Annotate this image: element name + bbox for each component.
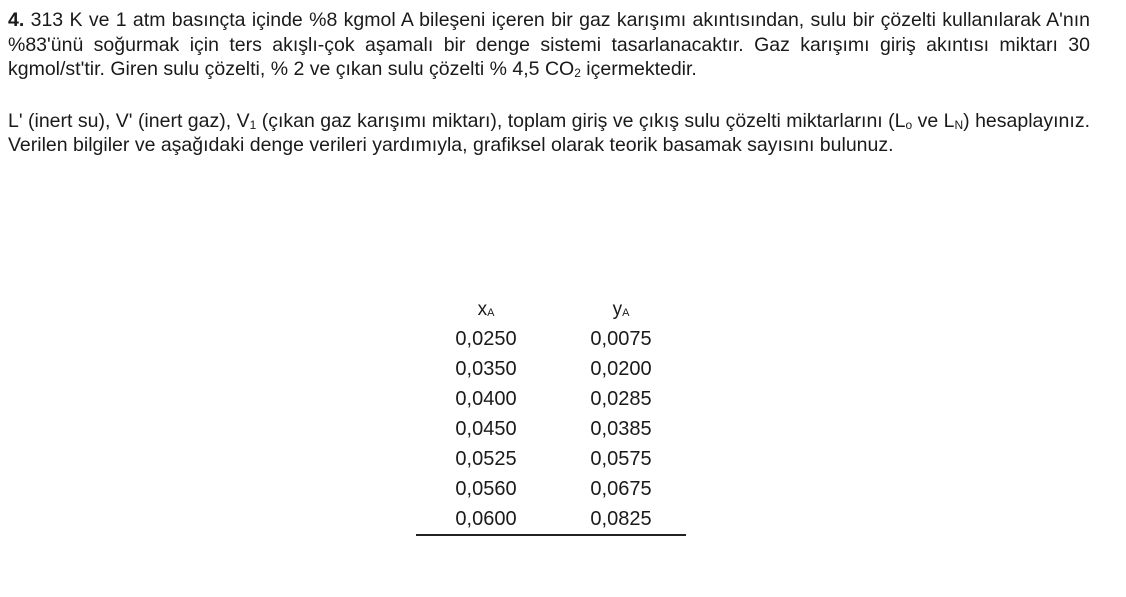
cell-xa: 0,0560 bbox=[455, 478, 517, 500]
cell-xa: 0,0600 bbox=[416, 504, 556, 535]
column-header-ya: $y_A$ bbox=[612, 299, 630, 320]
table-row bbox=[416, 324, 686, 354]
table-row bbox=[416, 414, 686, 444]
table-row bbox=[416, 504, 686, 535]
cell-xa: 0,0250 bbox=[455, 328, 517, 350]
cell-ya: 0,0200 bbox=[590, 358, 652, 380]
cell-xa: 0,0400 bbox=[455, 388, 517, 410]
cell-ya: 0,0285 bbox=[590, 388, 652, 410]
column-header-xa: $x_A$ bbox=[477, 299, 495, 320]
table-row bbox=[416, 354, 686, 384]
cell-xa: 0,0450 bbox=[455, 418, 517, 440]
cell-ya: 0,0825 bbox=[556, 504, 686, 535]
co2-subscript: 2 bbox=[574, 66, 581, 80]
task-text-4: ) hesaplayınız. Verilen bilgiler ve aşağıdaki denge verileri yardımıyla, grafiksel olarak teorik basamak sayısını bulunuz. bbox=[8, 109, 1090, 156]
problem-text-main: 313 K ve 1 atm basınçta içinde %8 kgmol A bileşeni içeren bir gaz karışımı akıntısından, sulu bir çözelti kullanılarak A'nın %83'ünü soğurmak için ters akışlı-çok aşamalı bir denge sistemi tasarlanacaktır. Gaz karışımı giriş akıntısı miktarı 30 kgmol/st'tir. Giren sulu çözelti, % 2 ve çıkan sulu çözelti % 4,5 CO bbox=[8, 9, 1090, 80]
document-body bbox=[8, 8, 1090, 158]
problem-statement-paragraph bbox=[8, 8, 1090, 82]
cell-ya: 0,0675 bbox=[590, 478, 652, 500]
table-header-row bbox=[416, 296, 686, 324]
equilibrium-data-table bbox=[416, 296, 686, 536]
table-row bbox=[416, 474, 686, 504]
problem-text-end: içermektedir. bbox=[580, 58, 697, 80]
cell-xa: 0,0350 bbox=[455, 358, 517, 380]
cell-xa: 0,0525 bbox=[455, 448, 517, 470]
cell-ya: 0,0385 bbox=[590, 418, 652, 440]
ln-subscript: N bbox=[954, 117, 964, 132]
table-row bbox=[416, 384, 686, 414]
task-text-1: L' (inert su), V' (inert gaz), V bbox=[8, 109, 250, 132]
equilibrium-data-table-wrapper bbox=[416, 296, 686, 536]
question-number: 4. bbox=[8, 9, 25, 31]
cell-ya: 0,0575 bbox=[590, 448, 652, 470]
task-text-2: (çıkan gaz karışımı miktarı), toplam giriş ve çıkış sulu çözelti miktarlarını (L bbox=[256, 109, 906, 132]
task-paragraph bbox=[8, 109, 1090, 158]
l0-subscript: o bbox=[905, 117, 913, 132]
task-text-3: ve L bbox=[912, 109, 955, 132]
table-row bbox=[416, 444, 686, 474]
cell-ya: 0,0075 bbox=[590, 328, 652, 350]
v1-subscript: 1 bbox=[249, 117, 257, 132]
